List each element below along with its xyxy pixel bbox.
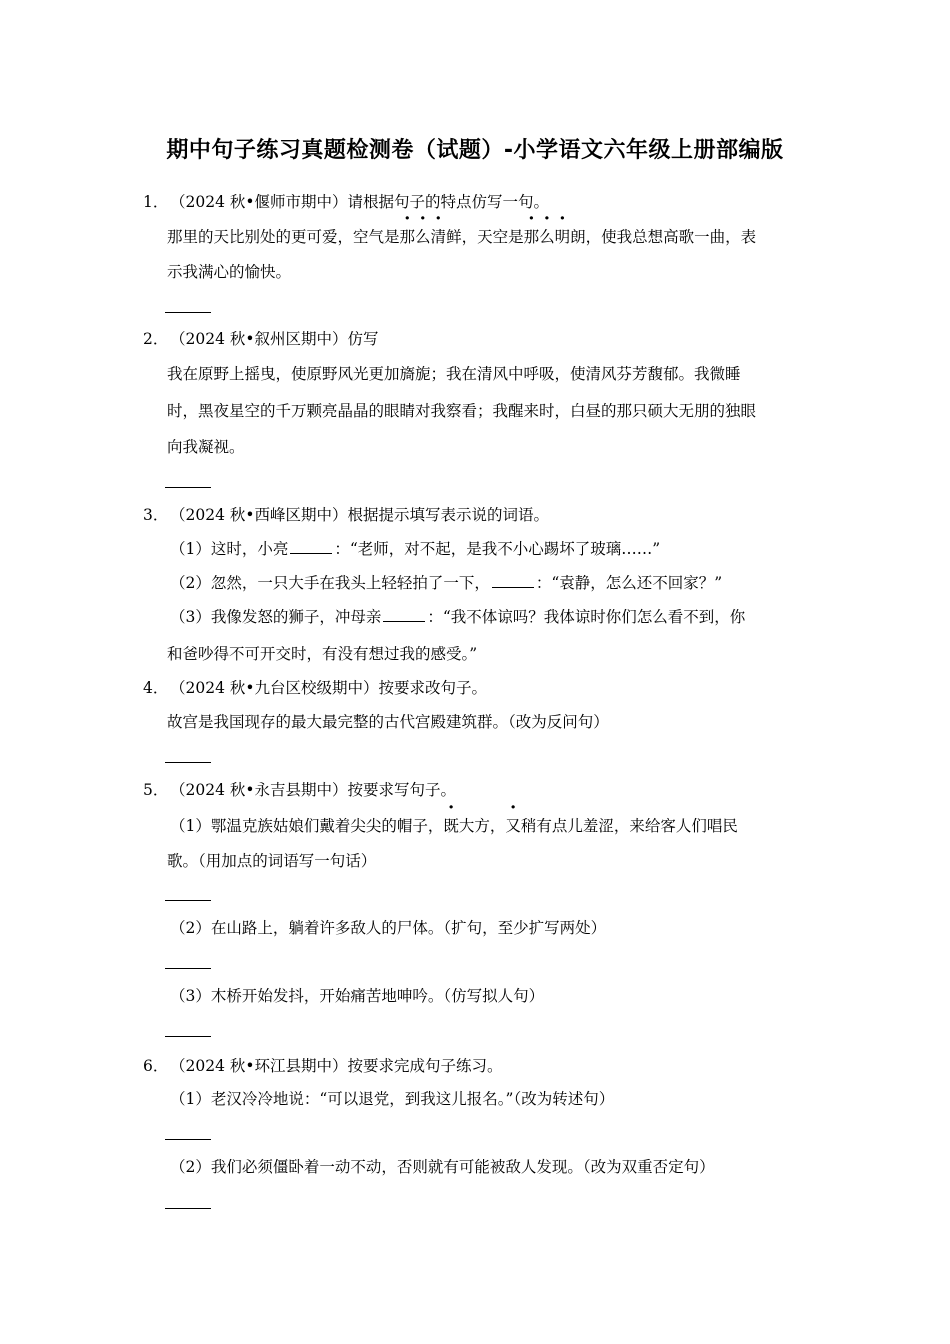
question-6-sub-2: （2）我们必须僵卧着一动不动，否则就有可能被敌人发现。（改为双重否定句） xyxy=(170,1158,715,1176)
question-2-header: （2024 秋•叙州区期中）仿写 xyxy=(170,330,379,348)
question-4-line-1: 故宫是我国现存的最大最完整的古代宫殿建筑群。（改为反问句） xyxy=(167,713,609,731)
question-5-sub-2: （2）在山路上，躺着许多敌人的尸体。（扩句，至少扩写两处） xyxy=(170,919,607,937)
question-5-header: （2024 秋•永吉县期中）按要求写句子。 xyxy=(170,781,457,799)
question-3-item-3: （3）我像发怒的狮子，冲母亲 ：“我不体谅吗？我体谅时你们怎么看不到，你 xyxy=(170,608,746,626)
question-1-line-2: 示我满心的愉快。 xyxy=(167,263,292,281)
question-2-answer-blank xyxy=(165,487,211,488)
question-2-line-2: 时，黑夜星空的千万颗亮晶晶的眼睛对我察看；我醒来时，白昼的那只硕大无朋的独眼 xyxy=(167,402,757,420)
question-2-number: 2． xyxy=(143,330,169,348)
question-5-sub-3: （3）木桥开始发抖，开始痛苦地呻吟。（仿写拟人句） xyxy=(170,987,545,1005)
question-6-number: 6． xyxy=(143,1057,169,1075)
question-1-line-1: 那里的天比别处的更可爱，空气是那么清鲜，天空是那么明朗，使我总想高歌一曲，表 xyxy=(167,228,757,246)
question-3-tail: 和爸吵得不可开交时，有没有想过我的感受。” xyxy=(167,645,478,663)
question-3-item-1: （1）这时，小亮 ：“老师，对不起，是我不小心踢坏了玻璃……” xyxy=(170,540,661,558)
question-5-sub-2-answer-blank xyxy=(165,968,211,969)
question-3-item-2: （2）忽然，一只大手在我头上轻轻拍了一下， ：“袁静，怎么还不回家？” xyxy=(170,574,723,592)
question-6-sub-1: （1）老汉冷冷地说：“可以退党，到我这儿报名。”（改为转述句） xyxy=(170,1090,615,1108)
question-5-sub-3-answer-blank xyxy=(165,1036,211,1037)
question-6-sub-2-answer-blank xyxy=(165,1208,211,1209)
question-4-answer-blank xyxy=(165,762,211,763)
question-1-number: 1． xyxy=(143,193,169,211)
question-5-number: 5． xyxy=(143,781,169,799)
question-4-number: 4． xyxy=(143,679,169,697)
question-2-line-1: 我在原野上摇曳，使原野风光更加旖旎；我在清风中呼吸，使清风芬芳馥郁。我微睡 xyxy=(167,365,741,383)
question-3-header: （2024 秋•西峰区期中）根据提示填写表示说的词语。 xyxy=(170,506,550,524)
fill-blank[interactable] xyxy=(492,573,534,588)
fill-blank[interactable] xyxy=(290,539,332,554)
question-5-sub-1-tail: 歌。（用加点的词语写一句话） xyxy=(167,852,377,870)
question-1-answer-blank xyxy=(165,312,211,313)
page-title: 期中句子练习真题检测卷（试题）-小学语文六年级上册部编版 xyxy=(166,138,784,163)
question-6-sub-1-answer-blank xyxy=(165,1139,211,1140)
question-1-header: （2024 秋•偃师市期中）请根据句子的特点仿写一句。 xyxy=(170,193,550,211)
question-6-header: （2024 秋•环江县期中）按要求完成句子练习。 xyxy=(170,1057,503,1075)
question-5-sub-1-answer-blank xyxy=(165,900,211,901)
question-3-number: 3． xyxy=(143,506,169,524)
question-5-sub-1: （1）鄂温克族姑娘们戴着尖尖的帽子，既大方，又稍有点儿羞涩，来给客人们唱民 xyxy=(170,817,738,835)
fill-blank[interactable] xyxy=(383,607,425,622)
question-2-line-3: 向我凝视。 xyxy=(167,438,245,456)
question-4-header: （2024 秋•九台区校级期中）按要求改句子。 xyxy=(170,679,488,697)
